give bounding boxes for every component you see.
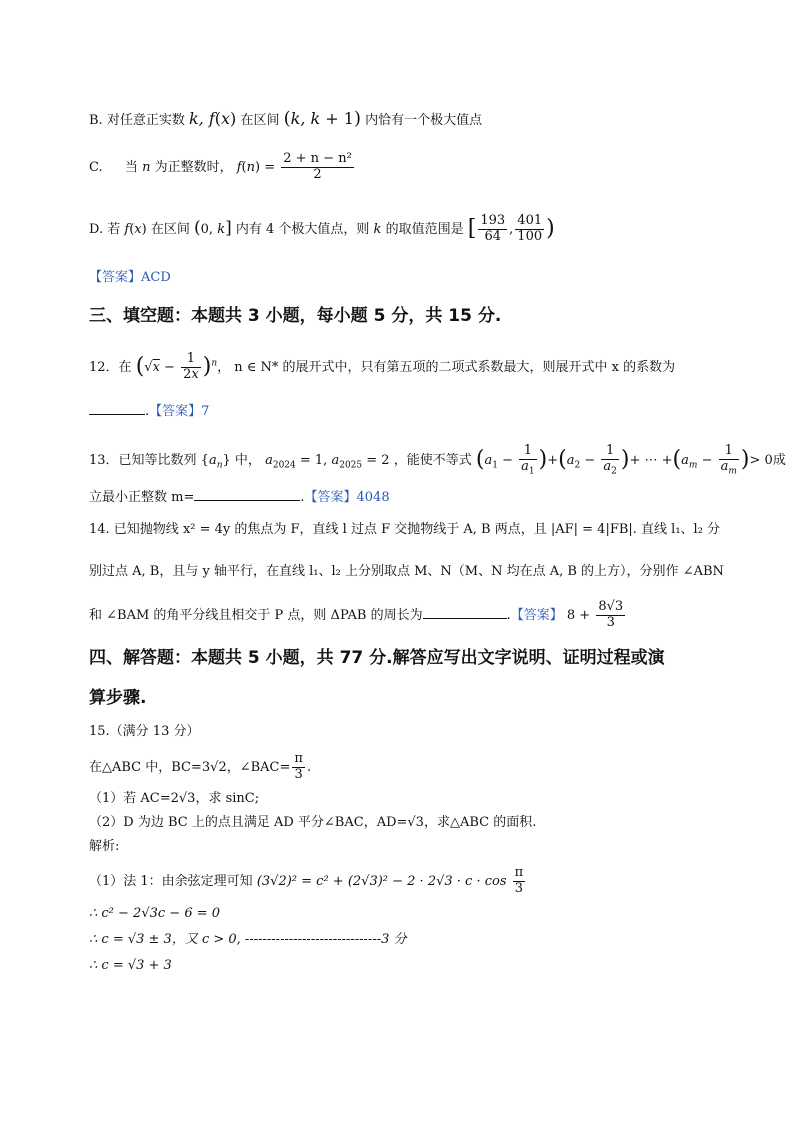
solution-step-2: ∴ c² − 2√3c − 6 = 0 xyxy=(89,906,221,921)
question-15-title: 15.（满分 13 分） xyxy=(89,724,200,739)
question-15-stem: 在△ABC 中，BC=3√2，∠BAC= $\frac{\pi}{3}$ . xyxy=(89,751,312,782)
option-b: B. 对任意正实数 k, f(x) 在区间 (k, k + 1) 内恰有一个极大值点 xyxy=(89,108,483,129)
fraction: $\frac{\pi}{3}$ xyxy=(514,865,524,896)
fraction-lower: $\frac{193}{64}$ xyxy=(480,213,506,244)
question-12-blank: .【答案】7 xyxy=(89,404,209,420)
question-14-line2: 别过点 A, B，且与 y 轴平行，在直线 l₁、l₂ 上分别取点 M、N（M、N 均在点 A, B 的上方），分别作 ∠ABN xyxy=(89,564,724,579)
fraction: $\frac{\pi}{3}$ xyxy=(294,751,303,782)
question-14-line3: 和 ∠BAM 的角平分线且相交于 P 点，则 ΔPAB 的周长为 .【答案】 8 + $\frac{8√3}{3}$ xyxy=(89,599,624,630)
solution-step-3: ∴ c = √3 ± 3，又 c > 0, -------------------------------3 分 xyxy=(89,932,407,947)
option-d: D. 若 f(x) 在区间 (0, k] 内有 4 个极大值点，则 k 的取值范围是 [ $\frac{193}{64}$ , $\frac{401}{100}$ ) xyxy=(89,213,555,244)
section-4-heading: 四、解答题：本题共 5 小题，共 77 分.解答应写出文字说明、证明过程或演 xyxy=(89,648,665,668)
question-12: 12．在 (√x − $\frac{1}{2x}$ )$^n$， n ∈ N* 的展开式中，只有第五项的二项式系数最大，则展开式中 x 的系数为 xyxy=(89,351,676,382)
section-4-heading-cont: 算步骤. xyxy=(89,688,147,708)
solution-step-1: （1）法 1：由余弦定理可知 (3√2)² = c² + (2√3)² − 2 · 2√3 · c · cos $\frac{\pi}{3}$ xyxy=(89,865,524,896)
question-15-part2: （2）D 为边 BC 上的点且满足 AD 平分∠BAC，AD=√3，求△ABC 的面积. xyxy=(89,815,537,830)
question-15-part1: （1）若 AC=2√3，求 sinC; xyxy=(89,791,260,806)
answer-11: 【答案】ACD xyxy=(89,270,171,285)
question-14-line1: 14. 已知抛物线 x² = 4y 的焦点为 F，直线 l 过点 F 交抛物线于 A, B 两点，且 |AF| = 4|FB|. 直线 l₁、l₂ 分 xyxy=(89,522,721,537)
analysis-label: 解析: xyxy=(89,839,120,854)
question-13: 13．已知等比数列 $\{a_n\}$ 中， $a_{2024} = 1$, $a_{2025} = 2$ ，能使不等式 ($a_1$ − $\frac{1}{a_1}$ )$+(a_2$ − $\frac{1}{a_2}$ )+ ⋯ $+(a_m$ − $\frac{1}{a_m}$ )> 0成 xyxy=(89,443,786,477)
fraction: $\frac{8√3}{3}$ xyxy=(598,599,624,630)
fraction: $\frac{1}{2x}$ xyxy=(183,351,199,382)
section-3-heading: 三、填空题：本题共 3 小题，每小题 5 分，共 15 分. xyxy=(89,306,502,326)
question-13-line2: 立最小正整数 m= .【答案】4048 xyxy=(89,490,390,505)
fraction: $\frac{\text{2 + n − n²}}{2}$ xyxy=(283,151,352,182)
fraction-upper: $\frac{401}{100}$ xyxy=(517,213,543,244)
option-c: C. 当 n 为正整数时， f(n) = $\frac{\text{2 + n − n²}}{2}$ xyxy=(89,151,352,182)
solution-step-4: ∴ c = √3 + 3 xyxy=(89,958,172,973)
